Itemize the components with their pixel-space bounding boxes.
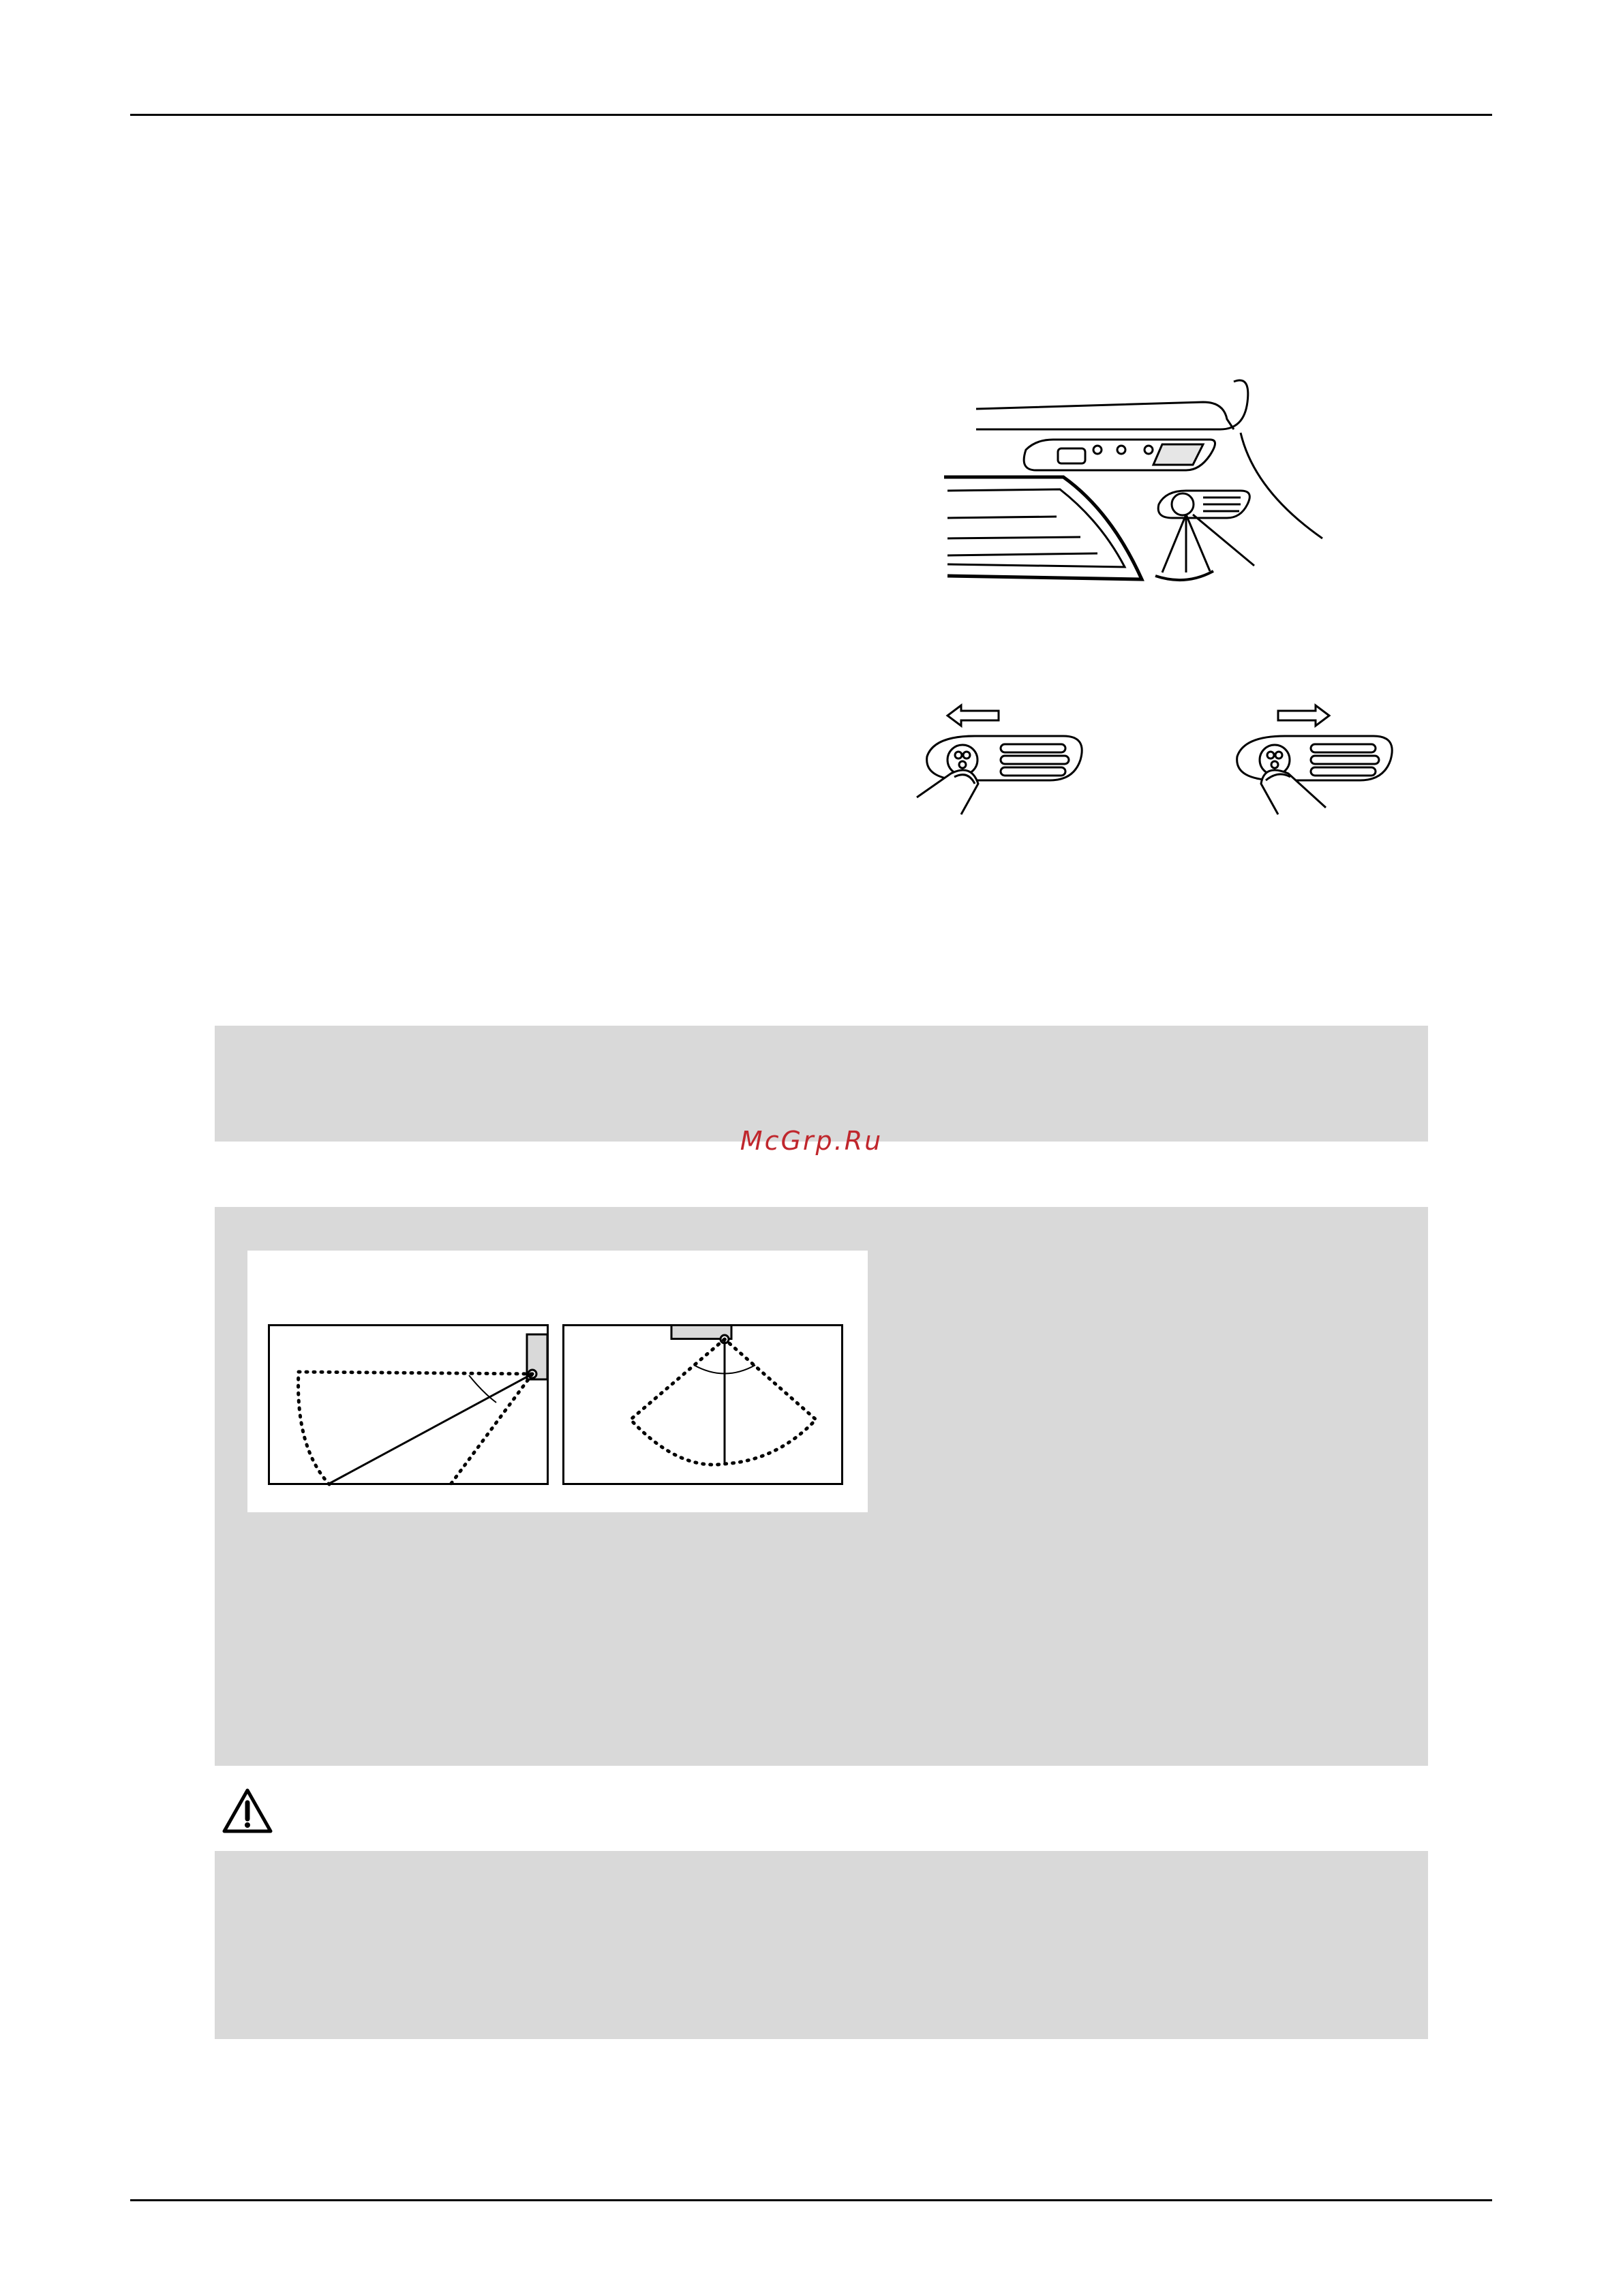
footer-rule xyxy=(130,2199,1492,2201)
warning-panel xyxy=(215,1851,1428,2039)
airflow-diagram-box xyxy=(247,1251,868,1512)
dial-rotate-right-figure xyxy=(1224,695,1401,818)
airflow-angle-top-view-figure xyxy=(268,1324,549,1485)
note-panel xyxy=(215,1026,1428,1142)
watermark: McGrp.Ru xyxy=(740,1126,883,1156)
airflow-panel xyxy=(215,1207,1428,1766)
unit-side-view-figure xyxy=(934,375,1343,600)
airflow-angle-front-view-figure xyxy=(562,1324,843,1485)
warning-triangle-icon xyxy=(222,1788,273,1834)
header-rule xyxy=(130,114,1492,116)
dial-rotate-left-figure xyxy=(913,695,1091,818)
